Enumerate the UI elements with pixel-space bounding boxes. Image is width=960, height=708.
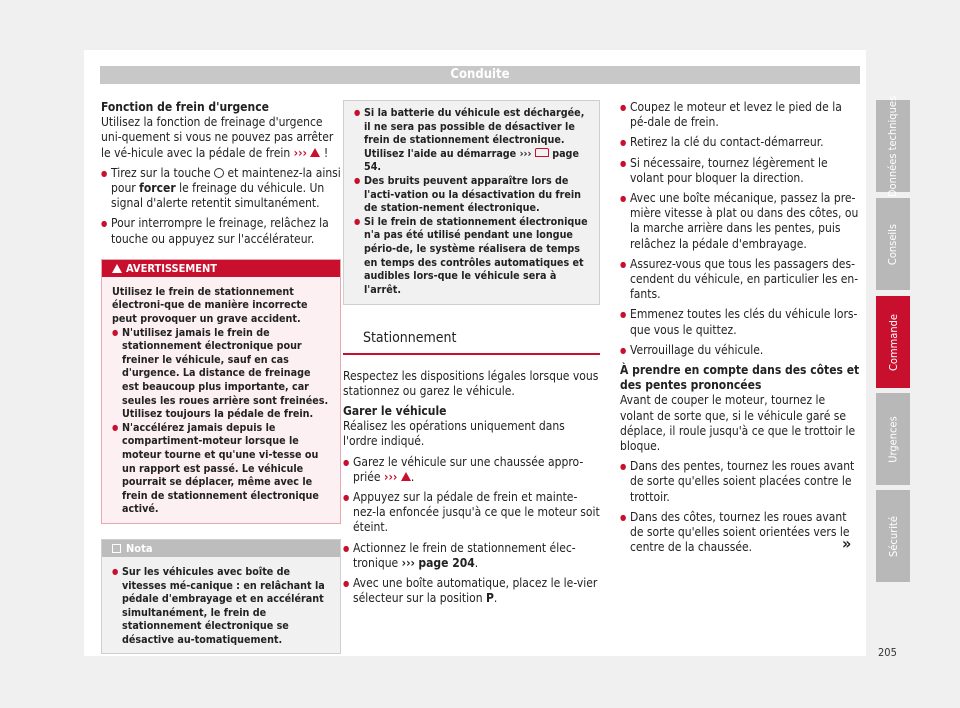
arrow-ref-icon: ››› — [293, 145, 307, 160]
arrow-ref-icon: ››› — [401, 555, 415, 570]
list-item: ● Si le frein de stationnement électronique n'a pas été utilisé pendant une longue pério-de, le système réalisera de temps en temps des contrôles automatiques et audibles lors-que le véhicule sera à l'arrêt. — [354, 215, 589, 297]
page-link-54[interactable]: page 54 — [364, 146, 579, 174]
note-icon — [112, 544, 121, 553]
tab-conseils[interactable]: Conseils — [876, 198, 910, 290]
page-link-204[interactable]: page 204 — [418, 555, 475, 570]
page-number: 205 — [878, 646, 897, 659]
note-header: Nota — [102, 540, 340, 557]
chapter-header: Conduite — [100, 66, 860, 84]
list-item: ● Si la batterie du véhicule est déchargée, il ne sera pas possible de désactiver le frein de stationnement électronique. Utilisez l'aide au démarrage ››› page 54. — [354, 106, 589, 174]
paragraph: Réalisez les opérations uniquement dans l'ordre indiqué. — [343, 419, 565, 449]
list-item: ● Emmenez toutes les clés du véhicule lors-que vous le quittez. — [620, 307, 860, 337]
subheading-park-vehicle: Garer le véhicule — [343, 403, 447, 418]
list-item: ● Dans des côtes, tournez les roues avant de sorte qu'elles soient orientées vers le centre de la chaussée. — [620, 510, 860, 556]
parking-brake-icon — [214, 168, 224, 178]
tab-securite[interactable]: Sécurité — [876, 490, 910, 582]
list-item: ● N'accélérez jamais depuis le compartiment-moteur lorsque le moteur tourne et qu'une vi-tesse ou un rapport est passé. Le véhicule pourrait se déplacer, même avec le frein de stationnement électronique activé. — [112, 421, 330, 516]
continue-icon: » — [842, 534, 852, 553]
warning-triangle-icon — [401, 472, 411, 481]
list-item: ● Verrouillage du véhicule. — [620, 343, 860, 358]
warning-triangle-icon — [310, 148, 320, 157]
warning-triangle-icon — [112, 264, 122, 273]
list-item: ● Si nécessaire, tournez légèrement le volant pour bloquer la direction. — [620, 156, 860, 186]
tab-donnees-techniques[interactable]: Données techniques — [876, 100, 910, 192]
list-item: ● N'utilisez jamais le frein de stationnement électronique pour freiner le véhicule, sauf en cas d'urgence. La distance de freinage est beaucoup plus importante, car seules les roues arrière sont freinées. Utilisez toujours la pédale de frein. — [112, 326, 330, 421]
list-item: ● Retirez la clé du contact-démarreur. — [620, 135, 860, 150]
section-heading-emergency-brake: Fonction de frein d'urgence — [101, 100, 269, 114]
column-2 — [343, 100, 600, 606]
subheading-slopes: À prendre en compte dans des côtes et des pentes prononcées — [620, 363, 860, 393]
list-item: ● Tirez sur la touche et maintenez-la ainsi pour forcer le freinage du véhicule. Un signal d'alerte retentit simultanément. — [101, 166, 341, 212]
list-item: ● Appuyez sur la pédale de frein et mainte-nez-la enfoncée jusqu'à ce que le moteur soit éteint. — [343, 490, 600, 536]
list-item: ● Des bruits peuvent apparaître lors de l'acti-vation ou la désactivation du frein de station-nement électronique. — [354, 174, 589, 215]
list-item: ● Actionnez le frein de stationnement élec-tronique ››› page 204. — [343, 541, 600, 571]
column-3 — [620, 100, 860, 555]
warning-header: AVERTISSEMENT — [102, 260, 340, 277]
column-1 — [101, 100, 341, 654]
list-item: ● Assurez-vous que tous les passagers des-cendent du véhicule, en particulier les en-fants. — [620, 257, 860, 303]
paragraph-intro: Utilisez la fonction de freinage d'urgence uni-quement si vous ne pouvez pas arrêter le vé-hicule avec la pédale de frein ››› ! — [101, 115, 334, 160]
note-box-continued — [343, 100, 600, 305]
list-item: ● Pour interrompre le freinage, relâchez la touche ou appuyez sur l'accélérateur. — [101, 216, 341, 246]
note-box — [101, 539, 341, 655]
list-item: ● Dans des pentes, tournez les roues avant de sorte qu'elles soient placées contre le trottoir. — [620, 459, 860, 505]
list-item: ● Sur les véhicules avec boîte de vitesses mé-canique : en relâchant la pédale d'embrayage et en accélérant simultanément, le frein de stationnement électronique se désactive au-tomatiquement. — [112, 565, 330, 647]
section-title-parking: Stationnement — [343, 331, 600, 354]
paragraph: Avant de couper le moteur, tournez le volant de sorte que, si le véhicule garé se déplace, il roule jusqu'à ce que le trottoir le bloque. — [620, 393, 856, 454]
tab-commande[interactable]: Commande — [876, 296, 910, 388]
list-item: ● Garez le véhicule sur une chaussée appro-priée ››› . — [343, 455, 600, 485]
book-icon — [535, 148, 549, 157]
list-item: ● Avec une boîte mécanique, passez la pre-mière vitesse à plat ou dans des côtes, ou la marche arrière dans les pentes, puis relâchez la pédale d'embrayage. — [620, 191, 860, 252]
arrow-ref-icon: ››› — [519, 146, 532, 160]
paragraph-intro: Respectez les dispositions légales lorsque vous stationnez ou garez le véhicule. — [343, 368, 599, 398]
list-item: ● Coupez le moteur et levez le pied de la pé-dale de frein. — [620, 100, 860, 130]
warning-box — [101, 259, 341, 524]
tab-urgences[interactable]: Urgences — [876, 393, 910, 485]
arrow-ref-icon: ››› — [384, 469, 398, 484]
list-item: ● Avec une boîte automatique, placez le le-vier sélecteur sur la position P. — [343, 576, 600, 606]
warning-intro: Utilisez le frein de stationnement électroni-que de manière incorrecte peut provoquer un grave accident. — [112, 284, 308, 326]
